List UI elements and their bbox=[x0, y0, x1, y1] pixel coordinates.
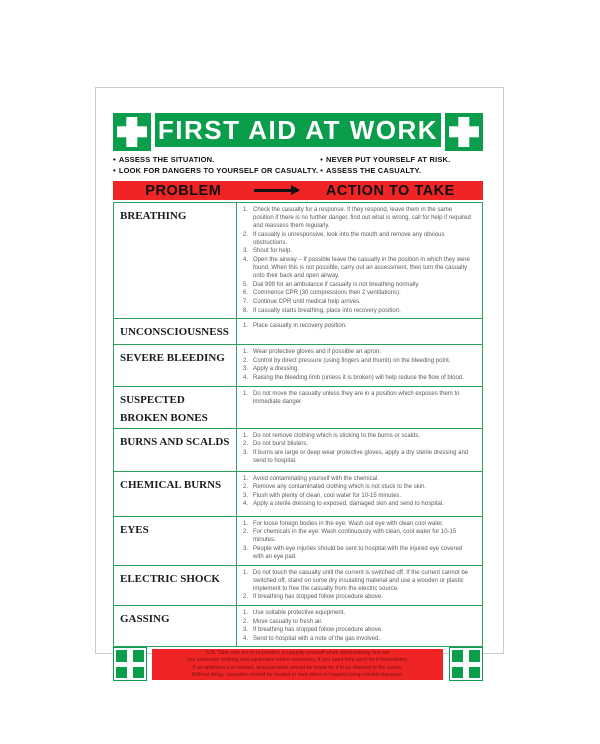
action-number: 1. bbox=[243, 569, 249, 576]
action-text: Do not remove clothing which is sticking to the burns or scalds. bbox=[253, 432, 421, 439]
table-row bbox=[114, 429, 482, 472]
problem-label: EYES bbox=[120, 523, 149, 536]
action-item bbox=[243, 609, 474, 617]
cross-corner-block bbox=[116, 667, 128, 679]
bullet-text: ASSESS THE CASUALTY. bbox=[326, 166, 422, 175]
action-item bbox=[243, 322, 474, 330]
action-number: 4. bbox=[243, 501, 249, 508]
problem-cell bbox=[114, 429, 237, 471]
action-item bbox=[243, 449, 474, 465]
band-problem-label: PROBLEM bbox=[145, 182, 222, 199]
bullet-text: NEVER PUT YOURSELF AT RISK. bbox=[326, 155, 451, 164]
cross-corner-block bbox=[452, 650, 464, 662]
action-number: 4. bbox=[243, 257, 249, 264]
problem-cell bbox=[114, 203, 237, 318]
action-number: 2. bbox=[243, 231, 249, 238]
table-row bbox=[114, 606, 482, 646]
poster-sheet bbox=[95, 87, 504, 679]
action-item bbox=[243, 500, 474, 508]
table-row bbox=[114, 517, 482, 566]
problem-cell bbox=[114, 319, 237, 344]
poster-header bbox=[113, 113, 483, 151]
poster-title: FIRST AID AT WORK bbox=[157, 114, 439, 145]
cross-corner-block bbox=[133, 667, 145, 679]
action-item bbox=[243, 374, 474, 382]
title-bar bbox=[155, 113, 441, 147]
action-item bbox=[243, 545, 474, 561]
action-number: 8. bbox=[243, 307, 249, 314]
action-number: 2. bbox=[243, 441, 249, 448]
first-aid-cross-icon bbox=[445, 113, 483, 151]
action-number: 7. bbox=[243, 299, 249, 306]
action-list bbox=[237, 566, 482, 605]
action-text: Do not burst blisters. bbox=[253, 441, 309, 448]
action-item bbox=[243, 520, 474, 528]
action-number: 1. bbox=[243, 432, 249, 439]
bullet-item bbox=[320, 166, 483, 175]
action-number: 2. bbox=[243, 357, 249, 364]
action-list bbox=[237, 517, 482, 565]
action-number: 3. bbox=[243, 627, 249, 634]
action-text: Avoid contaminating yourself with the chemical. bbox=[253, 475, 379, 482]
first-aid-cross-icon bbox=[113, 647, 147, 681]
problem-label: BREATHING bbox=[120, 210, 187, 222]
problem-cell bbox=[114, 387, 237, 428]
bullets-left-column bbox=[113, 155, 320, 180]
action-text: People with eye injuries should be sent to hospital with the injured eye covered with an eye pad. bbox=[253, 545, 463, 560]
problem-label: SUSPECTED BROKEN BONES bbox=[120, 393, 208, 424]
table-row bbox=[114, 387, 482, 429]
action-number: 3. bbox=[243, 545, 249, 552]
cross-corner-block bbox=[116, 650, 128, 662]
problem-label: BURNS AND SCALDS bbox=[120, 435, 230, 448]
bullets-right-column bbox=[320, 155, 483, 180]
action-text: Open the airway – If possible leave the casualty in the position in which they were found. When this is not possible, carry out an assessment, then turn the casualty onto their back and open airway. bbox=[253, 257, 470, 280]
action-item bbox=[243, 281, 474, 289]
action-text: If breathing has stopped follow procedure above. bbox=[253, 594, 383, 601]
cross-corner-block bbox=[452, 667, 464, 679]
action-item bbox=[243, 483, 474, 491]
action-text: If burns are large or deep wear protective gloves, apply a dry sterile dressing and send to hospital. bbox=[253, 449, 469, 464]
cross-corner-block bbox=[469, 667, 481, 679]
action-text: Do not touch the casualty until the current is switched off. If the current cannot be switched off, stand on some dry insulating material and use a wooden or plastic implement to free the casualty from the electric source. bbox=[253, 569, 469, 592]
action-list bbox=[237, 606, 482, 646]
action-item bbox=[243, 492, 474, 500]
action-number: 1. bbox=[243, 520, 249, 527]
action-text: Flush with plenty of clean, cool water for 10-15 minutes. bbox=[253, 492, 402, 499]
bullet-dot-icon: • bbox=[113, 166, 116, 175]
action-number: 4. bbox=[243, 635, 249, 642]
action-list bbox=[237, 319, 482, 344]
safety-bullets bbox=[113, 151, 483, 180]
action-text: Apply a dressing. bbox=[253, 366, 300, 373]
action-item bbox=[243, 618, 474, 626]
action-number: 2. bbox=[243, 484, 249, 491]
action-text: Apply a sterile dressing to exposed, damaged skin and send to hospital. bbox=[253, 501, 444, 508]
table-row bbox=[114, 203, 482, 319]
action-list bbox=[237, 472, 482, 516]
table-row bbox=[114, 472, 482, 517]
bullet-item bbox=[113, 166, 320, 175]
problem-cell bbox=[114, 517, 237, 565]
action-number: 2. bbox=[243, 529, 249, 536]
arrow-right-icon bbox=[254, 189, 298, 192]
poster-footer bbox=[113, 647, 483, 681]
action-item bbox=[243, 528, 474, 544]
cross-corner-block bbox=[133, 650, 145, 662]
action-item bbox=[243, 307, 474, 315]
action-list bbox=[237, 387, 482, 428]
action-text: Raising the bleeding limb (unless it is broken) will help reduce the flow of blood. bbox=[253, 375, 464, 381]
action-number: 6. bbox=[243, 290, 249, 297]
action-text: Control by direct pressure (using fingers and thumb) on the bleeding point. bbox=[253, 357, 451, 364]
problem-cell bbox=[114, 472, 237, 516]
action-item bbox=[243, 348, 474, 356]
action-number: 1. bbox=[243, 349, 249, 356]
action-item bbox=[243, 440, 474, 448]
footer-notice-line: If an ambulance is needed, arrangements should be made for it to be directed to the scene. bbox=[192, 664, 403, 671]
action-item bbox=[243, 231, 474, 247]
action-list bbox=[237, 345, 482, 385]
cross-corner-block bbox=[469, 650, 481, 662]
action-text: Dial 999 for an ambulance if casualty is not breathing normally. bbox=[253, 281, 420, 288]
action-number: 1. bbox=[243, 475, 249, 482]
problem-cell bbox=[114, 606, 237, 646]
action-text: If casualty starts breathing, place into recovery position. bbox=[253, 307, 401, 314]
action-number: 2. bbox=[243, 594, 249, 601]
action-number: 3. bbox=[243, 449, 249, 456]
action-item bbox=[243, 626, 474, 634]
problem-label: SEVERE BLEEDING bbox=[120, 352, 225, 365]
action-text: For loose foreign bodies in the eye: Wash out eye with clean cool water. bbox=[253, 520, 444, 527]
action-list bbox=[237, 203, 482, 318]
action-list bbox=[237, 429, 482, 471]
bullet-text: LOOK FOR DANGERS TO YOURSELF OR CASUALTY. bbox=[118, 166, 319, 175]
bullet-dot-icon: • bbox=[113, 155, 116, 164]
action-number: 1. bbox=[243, 390, 249, 397]
action-number: 3. bbox=[243, 366, 249, 373]
action-text: Continue CPR until medical help arrives. bbox=[253, 299, 361, 306]
footer-notice-line: Without delay, casualties should be treated or sent direct to hospital using suitable transport. bbox=[191, 672, 404, 679]
problem-label: UNCONSCIOUSNESS bbox=[120, 326, 229, 339]
action-text: Commence CPR (30 compressions then 2 ventilations). bbox=[253, 290, 401, 297]
footer-notice-line: N.B. Take care not to re-position a casualty yourself when administering first aid bbox=[206, 649, 389, 656]
action-text: Use suitable protective equipment. bbox=[253, 609, 346, 616]
action-number: 3. bbox=[243, 248, 249, 255]
problem-label: GASSING bbox=[120, 612, 170, 625]
action-number: 1. bbox=[243, 609, 249, 616]
action-text: If casualty is unresponsive, look into the mouth and remove any obvious obstructions. bbox=[253, 231, 445, 246]
problem-action-band bbox=[113, 181, 483, 200]
action-text: Move casualty to fresh air. bbox=[253, 618, 323, 625]
first-aid-cross-icon bbox=[449, 647, 483, 681]
table-row bbox=[114, 319, 482, 345]
action-number: 1. bbox=[243, 207, 249, 213]
bullet-dot-icon: • bbox=[320, 166, 324, 175]
problem-cell bbox=[114, 566, 237, 605]
problem-label: ELECTRIC SHOCK bbox=[120, 572, 220, 585]
bullet-text: ASSESS THE SITUATION. bbox=[118, 155, 215, 164]
action-item bbox=[243, 635, 474, 643]
action-item bbox=[243, 206, 474, 230]
problem-table-body bbox=[113, 202, 483, 647]
bullet-dot-icon: • bbox=[320, 155, 324, 164]
action-item bbox=[243, 390, 474, 406]
action-number: 3. bbox=[243, 492, 249, 499]
footer-notice-bar bbox=[152, 649, 443, 680]
table-row bbox=[114, 345, 482, 386]
band-action-label: ACTION TO TAKE bbox=[325, 182, 455, 199]
poster-content bbox=[113, 88, 483, 681]
action-number: 4. bbox=[243, 375, 249, 381]
action-text: If breathing has stopped follow procedure above. bbox=[253, 627, 383, 634]
bullet-item bbox=[113, 155, 320, 164]
first-aid-cross-icon bbox=[113, 113, 151, 151]
action-text: Check the casualty for a response. If they respond, leave them in the same position if there is no further danger, find out what is wrong, call for help if required and reassess them regularly. bbox=[253, 207, 471, 230]
action-item bbox=[243, 247, 474, 255]
action-text: Do not move the casualty unless they are in a position which exposes them to immediate danger. bbox=[253, 390, 460, 405]
action-item bbox=[243, 432, 474, 440]
bullet-item bbox=[320, 155, 483, 164]
problem-label: CHEMICAL BURNS bbox=[120, 478, 222, 491]
action-number: 1. bbox=[243, 323, 249, 330]
table-row bbox=[114, 566, 482, 606]
action-item bbox=[243, 256, 474, 280]
problem-cell bbox=[114, 345, 237, 385]
action-text: Remove any contaminated clothing which is not stuck to the skin. bbox=[253, 484, 427, 491]
action-number: 2. bbox=[243, 618, 249, 625]
action-text: For chemicals in the eye: Wash continuously with clean, cool water for 10-15 minutes. bbox=[253, 529, 457, 544]
action-text: Wear protective gloves and if possible an apron. bbox=[253, 349, 381, 356]
action-item bbox=[243, 357, 474, 365]
action-text: Place casualty in recovery position. bbox=[253, 323, 347, 330]
action-item bbox=[243, 593, 474, 601]
footer-notice-line: Use protective clothing and equipment where necessary. If you need help send for it immediately. bbox=[186, 657, 409, 664]
action-number: 5. bbox=[243, 281, 249, 288]
action-item bbox=[243, 298, 474, 306]
action-item bbox=[243, 365, 474, 373]
action-item bbox=[243, 569, 474, 593]
action-item bbox=[243, 475, 474, 483]
action-item bbox=[243, 289, 474, 297]
action-text: Shout for help. bbox=[253, 248, 293, 255]
action-text: Send to hospital with a note of the gas involved. bbox=[253, 635, 381, 642]
